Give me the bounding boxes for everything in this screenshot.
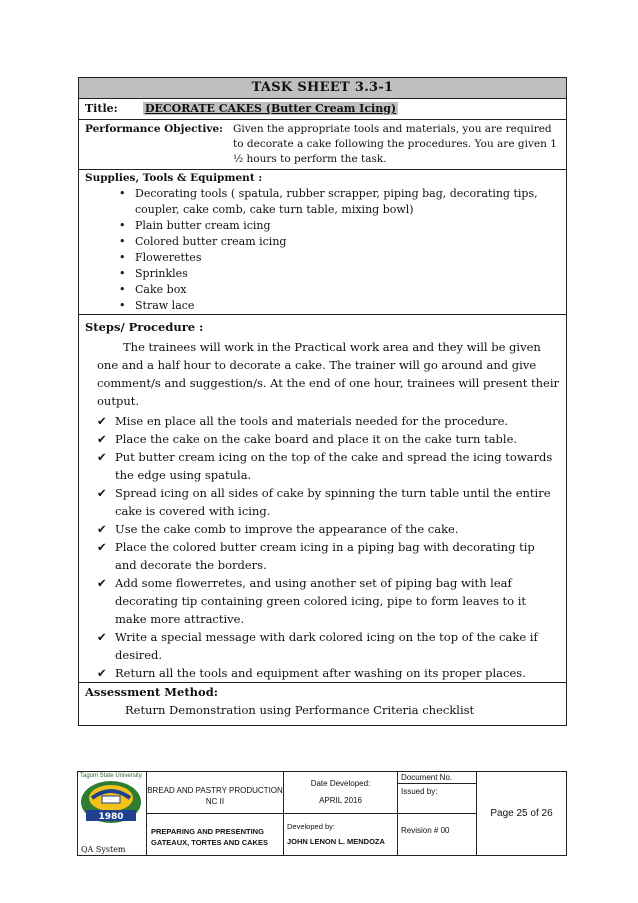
checkmark-icon: ✔ [97, 486, 107, 500]
title-row [79, 99, 567, 120]
performance-label: Performance Objective: [85, 123, 224, 135]
steps-label: Steps/ Procedure : [85, 320, 204, 334]
list-item: • Plain butter cream icing [119, 219, 271, 232]
checkmark-icon: ✔ [97, 450, 107, 464]
revision-cell [398, 814, 477, 856]
document-cell [398, 772, 477, 814]
checkmark-icon: ✔ [97, 522, 107, 536]
list-item: ✔ Place the colored butter cream icing in a piping bag with decorating tip and decorate the borders. [97, 540, 535, 572]
list-item: ✔ Add some flowerretes, and using another set of piping bag with leaf decorating tip containing green colored icing, pipe to form leaves to it make more attractive. [97, 576, 527, 626]
checkmark-icon: ✔ [97, 630, 107, 644]
title-value: DECORATE CAKES (Butter Cream Icing) [145, 102, 397, 115]
checkmark-icon: ✔ [97, 540, 107, 554]
bullet-icon: • [119, 235, 126, 248]
course-cell [147, 772, 284, 814]
steps-row [79, 315, 567, 683]
list-item: ✔ Put butter cream icing on the top of the cake and spread the icing towards the edge using spatula. [97, 450, 553, 482]
supplies-row [79, 170, 567, 315]
bullet-icon: • [119, 299, 126, 312]
assessment-text: Return Demonstration using Performance Criteria checklist [125, 703, 475, 717]
title-label: Title: [85, 102, 118, 115]
list-item: • Cake box [119, 283, 187, 296]
list-item: • Sprinkles [119, 267, 188, 280]
date-value: APRIL 2016 [319, 796, 362, 805]
list-item: • Colored butter cream icing [119, 235, 287, 248]
module-name: PREPARING AND PRESENTING GATEAUX, TORTES AND CAKES [151, 827, 268, 847]
list-item: • Decorating tools ( spatula, rubber scrapper, piping bag, decorating tips, coupler, cake comb, cake turn table, mixing bowl) [119, 187, 538, 216]
bullet-icon: • [119, 251, 126, 264]
steps-intro: The trainees will work in the Practical work area and they will be given one and a half hour to decorate a cake. The trainer will go around and give comment/s and suggestion/s. At the end of one hour, trainees will present their output. [97, 340, 560, 408]
bullet-icon: • [119, 219, 126, 232]
developer-name: JOHN LENON L. MENDOZA [287, 837, 385, 846]
list-item: ✔ Mise en place all the tools and materials needed for the procedure. [97, 414, 509, 428]
list-item: ✔ Place the cake on the cake board and place it on the cake turn table. [97, 432, 518, 446]
supplies-label: Supplies, Tools & Equipment : [85, 172, 263, 184]
logo-caption: Tagum State University [80, 773, 142, 779]
assessment-row [79, 683, 567, 726]
performance-text: Given the appropriate tools and materials, you are required to decorate a cake following the procedures. You are given 1 ½ hours to perform the task. [233, 123, 557, 165]
task-sheet-title: TASK SHEET 3.3-1 [79, 78, 567, 99]
task-sheet-table [78, 77, 567, 726]
logo-cell [78, 772, 147, 856]
performance-objective-row [79, 120, 567, 170]
bullet-icon: • [119, 187, 126, 200]
supplies-list [85, 186, 560, 314]
developed-by-label: Developed by: [287, 822, 335, 831]
date-label: Date Developed: [310, 779, 371, 788]
issued-by-label: Issued by: [401, 787, 438, 796]
footer-table [77, 771, 567, 856]
qa-system-label: QA System [81, 845, 126, 854]
list-item: • Flowerettes [119, 251, 202, 264]
checkmark-icon: ✔ [97, 666, 107, 680]
page-cell [477, 772, 567, 856]
logo-year: 1980 [98, 812, 124, 822]
list-item: • Straw lace [119, 299, 195, 312]
document-no-label: Document No. [398, 772, 476, 784]
checkmark-icon: ✔ [97, 432, 107, 446]
bullet-icon: • [119, 267, 126, 280]
list-item: ✔ Write a special message with dark colored icing on the top of the cake if desired. [97, 630, 538, 662]
revision-label: Revision # 00 [401, 826, 450, 835]
list-item: ✔ Use the cake comb to improve the appearance of the cake. [97, 522, 459, 536]
list-item: ✔ Spread icing on all sides of cake by spinning the turn table until the entire cake is covered with icing. [97, 486, 551, 518]
module-cell [147, 814, 284, 856]
checkmark-icon: ✔ [97, 576, 107, 590]
date-cell [284, 772, 398, 814]
assessment-label: Assessment Method: [85, 685, 218, 699]
list-item: ✔ Return all the tools and equipment after washing on its proper places. [97, 666, 526, 680]
course-name: BREAD AND PASTRY PRODUCTION NC II [147, 786, 283, 806]
bullet-icon: • [119, 283, 126, 296]
checkmark-icon: ✔ [97, 414, 107, 428]
steps-list [85, 412, 560, 682]
university-seal-icon [78, 780, 144, 826]
page-number: Page 25 of 26 [490, 808, 553, 819]
developer-cell [284, 814, 398, 856]
